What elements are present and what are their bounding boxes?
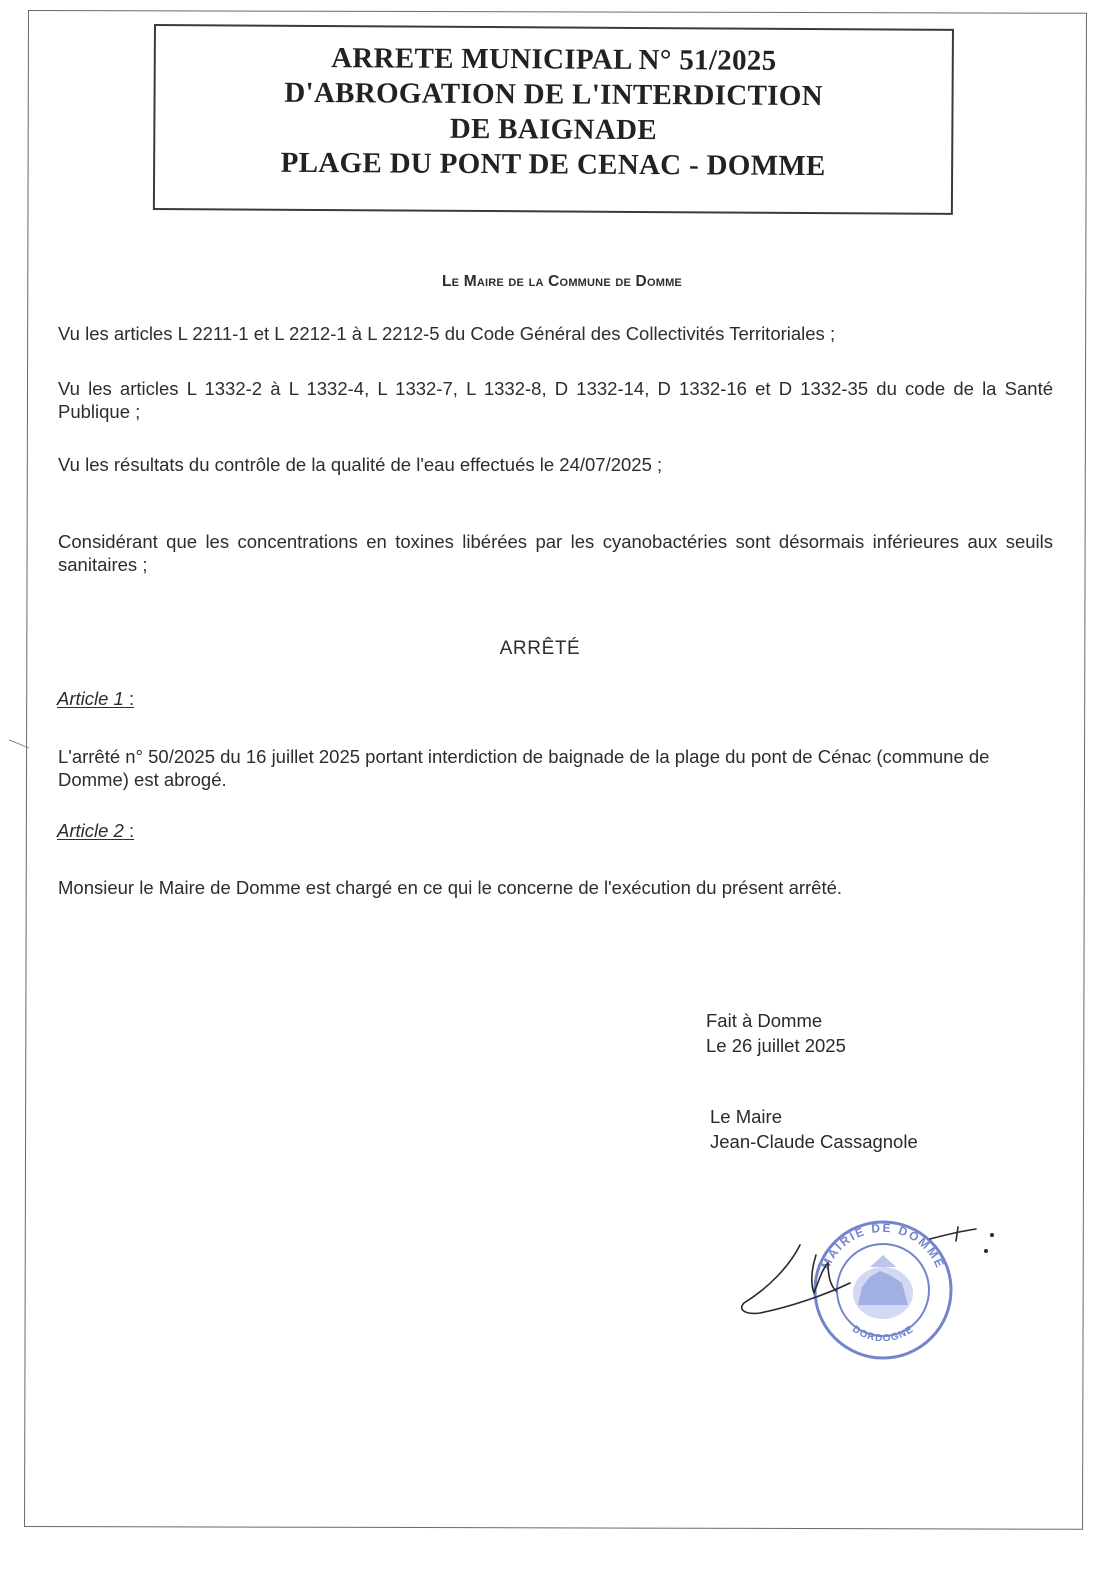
article-2-colon: :	[123, 820, 135, 841]
stamp-svg	[730, 1205, 1010, 1365]
visa-2: Vu les articles L 1332-2 à L 1332-4, L 1332-7, L 1332-8, D 1332-14, D 1332-16 et D 1332-35 du code de la Santé Publique ;	[58, 378, 1053, 422]
signature-date: Le 26 juillet 2025	[706, 1035, 846, 1056]
margin-mark	[8, 738, 30, 750]
signature-signatory	[710, 1104, 918, 1154]
article-1-label-text: Article 1	[57, 688, 124, 709]
title-line-1: ARRETE MUNICIPAL N° 51/2025	[331, 42, 777, 77]
svg-text:DORDOGNE: DORDOGNE	[850, 1323, 916, 1345]
signatory-name: Jean-Claude Cassagnole	[710, 1131, 918, 1152]
stamp-and-signature	[730, 1205, 1010, 1365]
svg-text:MAIRIE DE DOMME: MAIRIE DE DOMME	[818, 1220, 948, 1272]
title-line-2: D'ABROGATION DE L'INTERDICTION	[284, 76, 823, 113]
title-line-4: PLAGE DU PONT DE CENAC - DOMME	[280, 146, 826, 183]
article-2-label-text: Article 2	[57, 820, 124, 841]
visa-1: Vu les articles L 2211-1 et L 2212-1 à L 2212-5 du Code Général des Collectivités Territoriales ;	[58, 323, 836, 344]
authority-heading: Le Maire de la Commune de Domme	[442, 273, 682, 290]
visa-3: Vu les résultats du contrôle de la qualité de l'eau effectués le 24/07/2025 ;	[58, 454, 663, 475]
article-2-text: Monsieur le Maire de Domme est chargé en ce qui le concerne de l'exécution du présent arrêté.	[58, 877, 843, 898]
article-1-label	[57, 687, 134, 710]
article-1-text: L'arrêté n° 50/2025 du 16 juillet 2025 portant interdiction de baignade de la plage du pont de Cénac (commune de Domme) est abrogé.	[58, 746, 990, 790]
signatory-role: Le Maire	[710, 1106, 782, 1127]
article-1-colon: :	[123, 688, 135, 709]
signature-place: Fait à Domme	[706, 1010, 823, 1031]
title-box	[153, 24, 954, 215]
article-2-label	[57, 819, 134, 842]
signature-place-date	[706, 1008, 846, 1058]
arrete-heading: ARRÊTÉ	[499, 638, 581, 659]
considerant-paragraph: Considérant que les concentrations en toxines libérées par les cyanobactéries sont désormais inférieures aux seuils sanitaires ;	[58, 531, 1053, 575]
title-line-3: DE BAIGNADE	[449, 112, 658, 147]
